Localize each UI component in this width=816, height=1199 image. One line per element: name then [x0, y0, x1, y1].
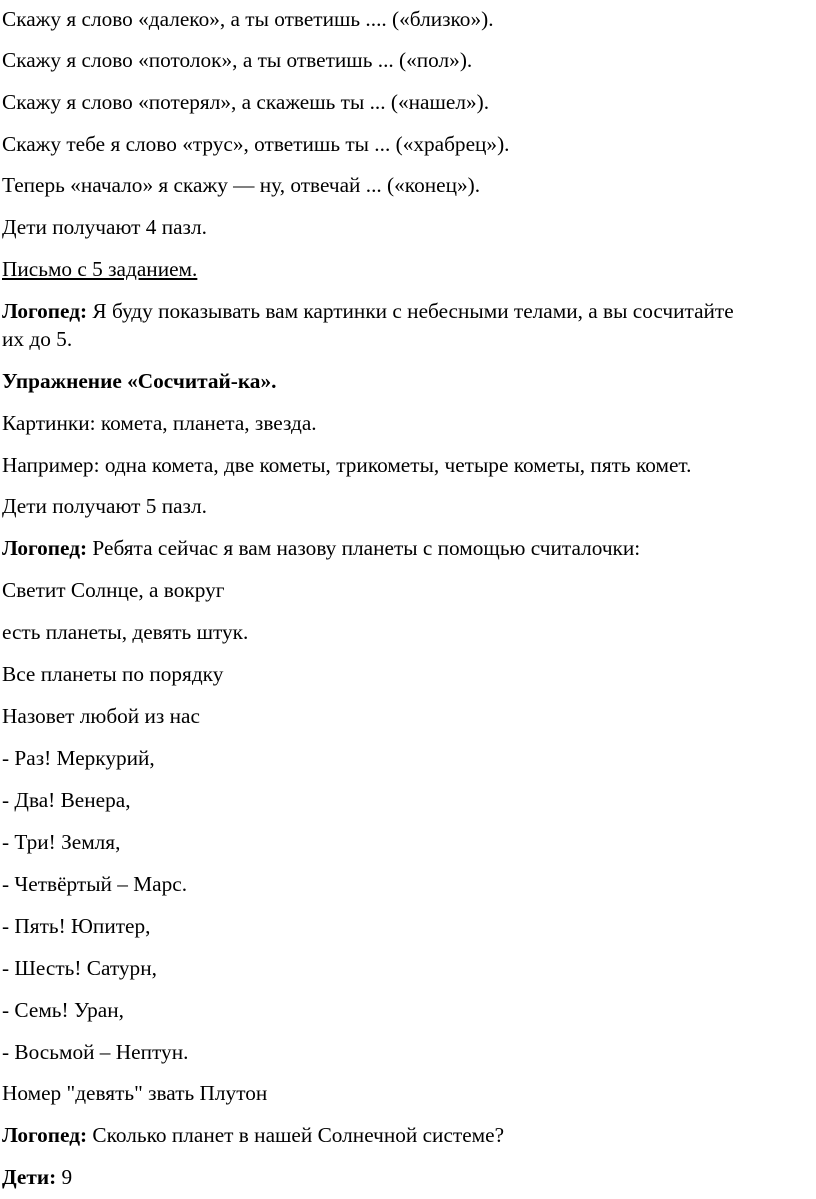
paragraph-example: Например: одна комета, две кометы, трикометы, четыре кометы, пять комет. — [2, 453, 692, 477]
speaker-logoped: Логопед: — [2, 299, 88, 323]
poem-line-5: - Раз! Меркурий, — [2, 746, 155, 770]
logoped-text-2: Ребята сейчас я вам назову планеты с помощью считалочки: — [92, 536, 641, 560]
children-line — [2, 1164, 72, 1190]
paragraph-6: Дети получают 4 пазл. — [2, 215, 207, 239]
poem-line-3: Все планеты по порядку — [2, 662, 224, 686]
poem-line-12: - Восьмой – Нептун. — [2, 1040, 189, 1064]
logoped-line-3 — [2, 1122, 504, 1148]
exercise-heading-line — [2, 368, 276, 394]
poem-line-8: - Четвёртый – Марс. — [2, 872, 188, 896]
poem-line-4: Назовет любой из нас — [2, 704, 200, 728]
paragraph-4: Скажу тебе я слово «трус», ответишь ты ... («храбрец»). — [2, 132, 510, 156]
poem-line-7: - Три! Земля, — [2, 830, 121, 854]
underlined-heading: Письмо с 5 заданием. — [2, 257, 198, 281]
poem-line-11: - Семь! Уран, — [2, 998, 124, 1022]
poem-line-9: - Пять! Юпитер, — [2, 914, 151, 938]
logoped-line-2 — [2, 535, 640, 561]
poem-line-6: - Два! Венера, — [2, 788, 131, 812]
speaker-children: Дети: — [2, 1165, 57, 1189]
exercise-heading: Упражнение «Сосчитай-ка». — [2, 369, 277, 393]
logoped-text-3: Сколько планет в нашей Солнечной системе? — [92, 1123, 505, 1147]
poem-line-2: есть планеты, девять штук. — [2, 620, 249, 644]
poem-line-13: Номер "девять" звать Плутон — [2, 1081, 268, 1105]
paragraph-pictures: Картинки: комета, планета, звезда. — [2, 411, 317, 435]
paragraph-continuation: их до 5. — [2, 327, 73, 351]
poem-line-1: Светит Солнце, а вокруг — [2, 578, 225, 602]
paragraph-1: Скажу я слово «далеко», а ты ответишь .... («близко»). — [2, 7, 494, 31]
paragraph-puzzle-5: Дети получают 5 пазл. — [2, 494, 207, 518]
logoped-text-1: Я буду показывать вам картинки с небесными телами, а вы сосчитайте — [92, 299, 734, 323]
children-answer: 9 — [61, 1165, 73, 1189]
logoped-line-1 — [2, 298, 734, 324]
speaker-logoped: Логопед: — [2, 1123, 88, 1147]
speaker-logoped: Логопед: — [2, 536, 88, 560]
paragraph-3: Скажу я слово «потерял», а скажешь ты ... («нашел»). — [2, 90, 490, 114]
paragraph-5: Теперь «начало» я скажу — ну, отвечай ... («конец»). — [2, 173, 481, 197]
paragraph-2: Скажу я слово «потолок», а ты ответишь ... («пол»). — [2, 48, 473, 72]
poem-line-10: - Шесть! Сатурн, — [2, 956, 157, 980]
